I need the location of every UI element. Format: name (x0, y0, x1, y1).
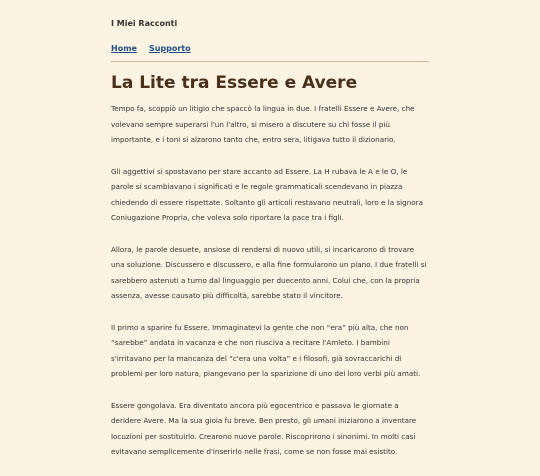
article-paragraph: Essere gongolava. Era diventato ancora più egocentrico e passava le giornate a deridere Avere. Ma la sua gioia fu breve. Ben presto, gli umani iniziarono a inventare locuzioni per sostituirlo. Crearono nuove parole. Riscoprirono i sinonimi. In molti casi evitavano semplicemente d'inserirlo nelle frasi, come se non fosse mai esistito. (111, 400, 417, 456)
main-nav (111, 44, 191, 53)
nav-link-home[interactable]: Home (111, 44, 137, 53)
article-paragraph: Tempo fa, scoppiò un litigio che spaccò la lingua in due. I fratelli Essere e Avere, che volevano sempre superarsi l'un l'altro, si misero a discutere su chi fosse il più importante, e i toni si alzarono tanto che, entro sera, litigava tutto il dizionario. (111, 104, 415, 144)
article-paragraph: Il primo a sparire fu Essere. Immaginatevi la gente che non “era” più alta, che non “sarebbe” andata in vacanza e che non riusciva a recitare l'Amleto. I bambini s'irritavano per la mancanza del “c'era una volta” e i filosofi, già sovraccarichi di problemi per loro natura, piangevano per la sparizione di uno dei loro verbi più amati. (111, 322, 421, 378)
header-divider (111, 61, 429, 62)
article-body (111, 101, 429, 476)
article-title: La Lite tra Essere e Avere (111, 73, 358, 93)
site-title: I Miei Racconti (111, 19, 178, 28)
article-paragraph: Allora, le parole desuete, ansiose di rendersi di nuovo utili, si incaricarono di trovare una soluzione. Discussero e discussero, e alla fine formularono un piano. I due fratelli si sarebbero astenuti a turno dal linguaggio per duecento anni. Colui che, con la propria assenza, avesse causato più difficoltà, sarebbe stato il vincitore. (111, 244, 427, 300)
nav-link-supporto[interactable]: Supporto (148, 44, 191, 53)
article-paragraph: Gli aggettivi si spostavano per stare accanto ad Essere. La H rubava le A e le O, le parole si scambiavano i significati e le regole grammaticali scendevano in piazza chiedendo di essere rispettate. Soltanto gli articoli restavano neutrali, loro e la signora Coniugazione Propria, che voleva solo riportare la pace tra i figli. (111, 166, 424, 222)
